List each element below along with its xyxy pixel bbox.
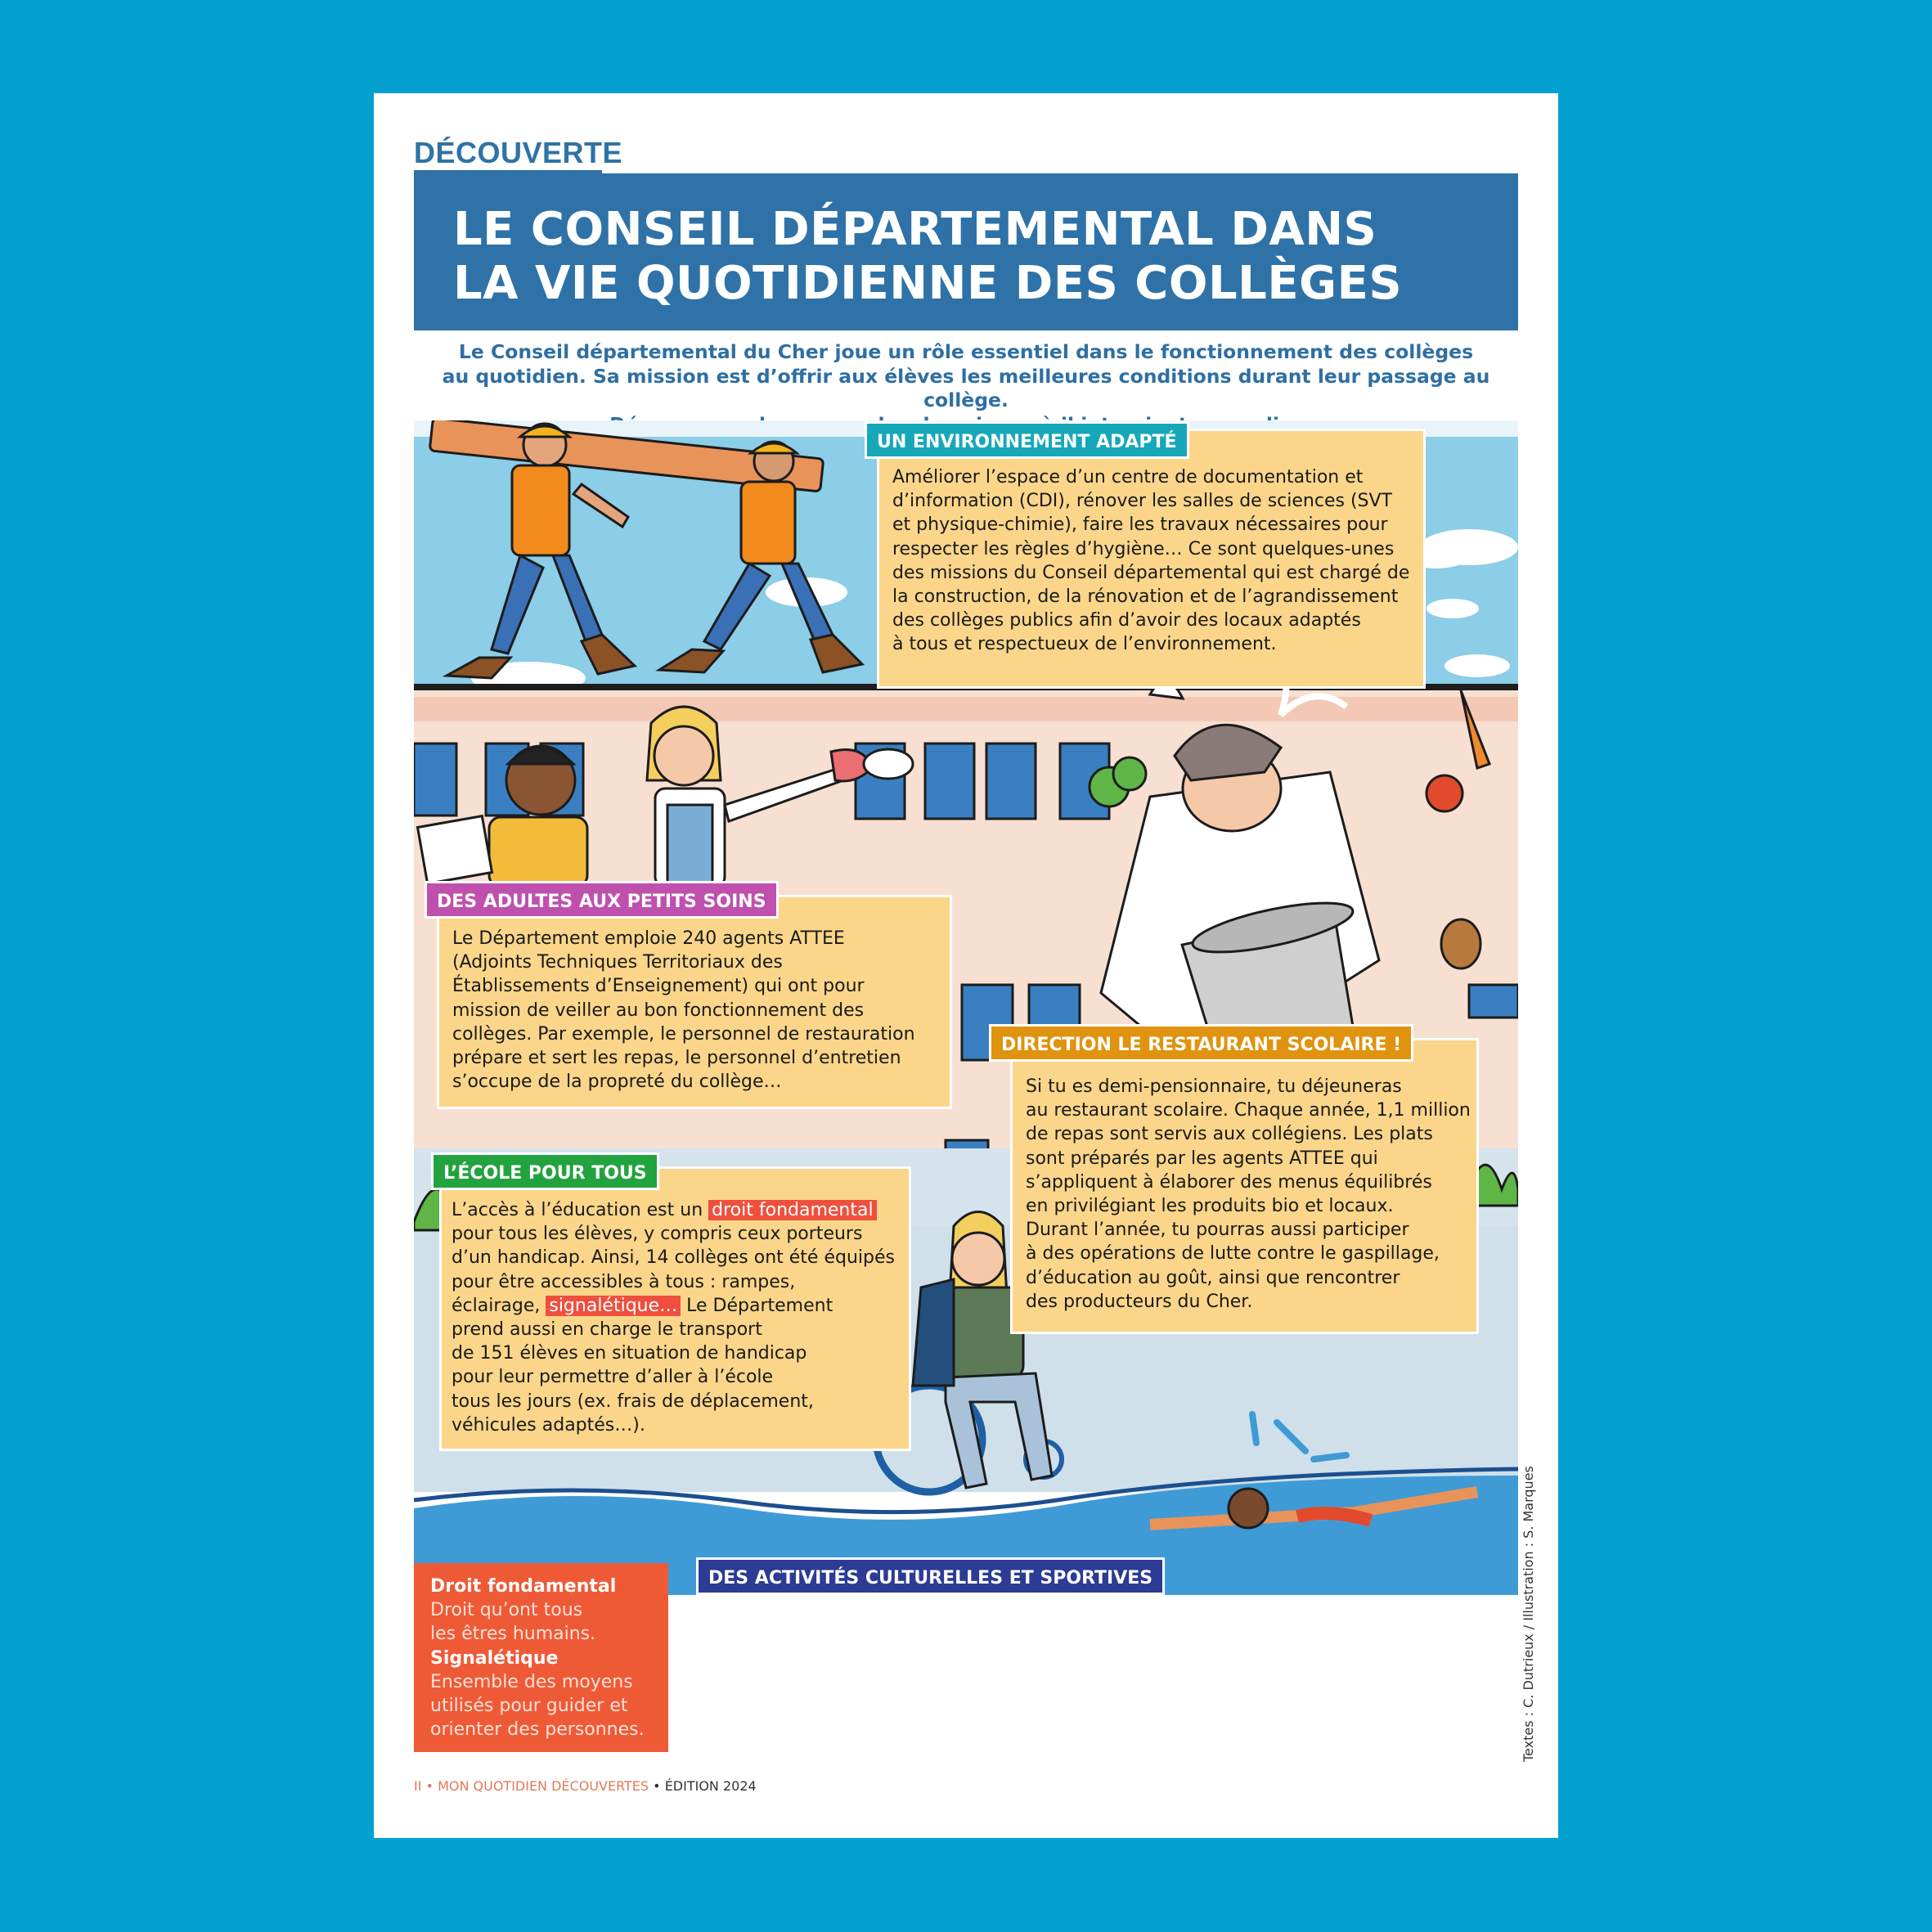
footer-separator: •: [653, 1778, 665, 1794]
glossary-definition: Droit qu’ont tous: [430, 1600, 583, 1621]
activites-line: à des sorties organisées au cours de l’année. Par exemple : visite de l’abbaye: [694, 1630, 1395, 1651]
environnement-line: respecter les règles d’hygiène… Ce sont quelques-unes: [892, 538, 1395, 559]
glossary-definition: les êtres humains.: [430, 1624, 596, 1645]
restaurant-line: des producteurs du Cher.: [1026, 1291, 1253, 1312]
adultes-line: Le Département emploie 240 agents ATTEE: [452, 928, 845, 949]
restaurant-line: s’appliquent à élaborer des menus équilibrés: [1026, 1171, 1432, 1193]
ecole-line: véhicules adaptés…).: [452, 1414, 645, 1436]
ecole-line-5-end: Le Département: [681, 1295, 833, 1316]
adultes-line: s’occupe de la propreté du collège…: [452, 1072, 782, 1093]
ecole-line: d’un handicap. Ainsi, 14 collèges ont été équipés: [452, 1247, 895, 1269]
section-activites-label: DES ACTIVITÉS CULTURELLES ET SPORTIVES: [696, 1557, 1165, 1595]
section-environnement-box: [877, 429, 1426, 689]
adultes-line: (Adjoints Techniques Territoriaux des: [452, 952, 783, 973]
intro-line-2: au quotidien. Sa mission est d’offrir aux élèves les meilleures conditions durant leur passage au collège.: [442, 364, 1490, 411]
credits: Textes : C. Dutrieux / Illustration : S. Marques: [1521, 1466, 1536, 1762]
section-restaurant-box: [1010, 1038, 1479, 1334]
ecole-line: pour leur permettre d’aller à l’école: [452, 1367, 774, 1388]
section-restaurant-label: DIRECTION LE RESTAURANT SCOLAIRE !: [989, 1024, 1413, 1062]
environnement-line: d’information (CDI), rénover les salles de sciences (SVT: [892, 491, 1392, 512]
section-ecole-box: [439, 1166, 911, 1451]
section-ecole-label: L’ÉCOLE POUR TOUS: [431, 1152, 659, 1190]
restaurant-line: de repas sont servis aux collégiens. Les plats: [1026, 1124, 1433, 1145]
intro-line-1: Le Conseil départemental du Cher joue un rôle essentiel dans le fonctionnement des collèges: [458, 340, 1474, 363]
restaurant-line: en privilégiant les produits bio et locaux.: [1026, 1196, 1394, 1217]
edition-label: ÉDITION 2024: [664, 1778, 757, 1794]
publication-name: MON QUOTIDIEN DÉCOUVERTES: [438, 1778, 649, 1794]
adultes-line: Établissements d’Enseignement) qui ont pour: [452, 976, 865, 997]
environnement-line: la construction, de la rénovation et de l’agrandissement: [892, 586, 1399, 608]
section-adultes-label: DES ADULTES AUX PETITS SOINS: [425, 881, 779, 919]
ecole-line-1-text: L’accès à l’éducation est un: [452, 1200, 709, 1220]
environnement-line: et physique-chimie), faire les travaux nécessaires pour: [892, 514, 1388, 536]
environnement-line: à tous et respectueux de l’environnement.: [892, 634, 1277, 655]
ecole-line: [452, 1198, 897, 1222]
activites-line: Le Conseil départemental participe au transport des élèves pour ces activités.: [694, 1701, 1400, 1723]
ecole-line: pour être accessibles à tous : rampes,: [452, 1271, 796, 1292]
ecole-line: tous les jours (ex. frais de déplacement,: [452, 1391, 814, 1412]
glossary-term-signaletique: Signalétique: [430, 1647, 559, 1669]
glossary-definition: orienter des personnes.: [430, 1719, 645, 1741]
glossary-definition: Ensemble des moyens: [430, 1671, 633, 1692]
page-title-line-1: LE CONSEIL DÉPARTEMENTAL DANS: [453, 203, 1377, 256]
restaurant-line: sont préparés par les agents ATTEE qui: [1026, 1148, 1378, 1169]
highlight-droit-fondamental: droit fondamental: [708, 1200, 876, 1220]
glossary-term-droit-fondamental: Droit fondamental: [430, 1576, 617, 1597]
glossary-definition: utilisés pour guider et: [430, 1696, 628, 1717]
page-number: II: [414, 1778, 422, 1794]
glossary-box: [414, 1563, 668, 1752]
magazine-page: [374, 93, 1558, 1838]
environnement-line: des collèges publics afin d’avoir des locaux adaptés: [892, 610, 1361, 631]
ecole-line: pour tous les élèves, y compris ceux porteurs: [452, 1224, 863, 1245]
adultes-line: collèges. Par exemple, le personnel de restauration: [452, 1023, 915, 1045]
highlight-signaletique: signalétique…: [546, 1296, 681, 1316]
footer-separator: •: [425, 1778, 438, 1794]
restaurant-line: d’éducation au goût, ainsi que rencontrer: [1026, 1267, 1400, 1288]
restaurant-line: au restaurant scolaire. Chaque année, 1,1 million: [1026, 1100, 1471, 1121]
environnement-line: des missions du Conseil départemental qui est chargé de: [892, 562, 1410, 583]
title-banner: [414, 173, 1518, 330]
activites-line: à la base de loisirs de Goule, apprentissage de la natation à la piscine…: [694, 1678, 1343, 1699]
section-activites-box: [681, 1605, 1498, 1724]
activites-line: de Noirlac, observation du ciel au Pôle des Étoiles de Nançay, activités nautiques: [694, 1654, 1427, 1675]
restaurant-line: Durant l’année, tu pourras aussi participer: [1026, 1220, 1409, 1241]
ecole-line: [452, 1294, 897, 1318]
ecole-line: prend aussi en charge le transport: [452, 1319, 762, 1341]
ecole-line: de 151 élèves en situation de handicap: [452, 1343, 807, 1364]
environnement-line: Améliorer l’espace d’un centre de documentation et: [892, 467, 1364, 487]
restaurant-line: Si tu es demi-pensionnaire, tu déjeuneras: [1026, 1076, 1402, 1097]
section-tag: DÉCOUVERTE: [414, 136, 623, 169]
page-footer: [414, 1778, 757, 1794]
section-environnement-label: UN ENVIRONNEMENT ADAPTÉ: [865, 421, 1189, 459]
ecole-line-5-text: éclairage,: [452, 1295, 546, 1316]
restaurant-line: à des opérations de lutte contre le gaspillage,: [1026, 1243, 1440, 1265]
section-adultes-box: [437, 895, 952, 1109]
activites-line: Au collège, tu vas découvrir des lieux de culture et pratiquer des sports grâce: [694, 1606, 1397, 1627]
adultes-line: mission de veiller au bon fonctionnement des: [452, 1000, 865, 1021]
page-title-line-2: LA VIE QUOTIDIENNE DES COLLÈGES: [453, 257, 1403, 310]
adultes-line: prépare et sert les repas, le personnel d’entretien: [452, 1048, 901, 1069]
